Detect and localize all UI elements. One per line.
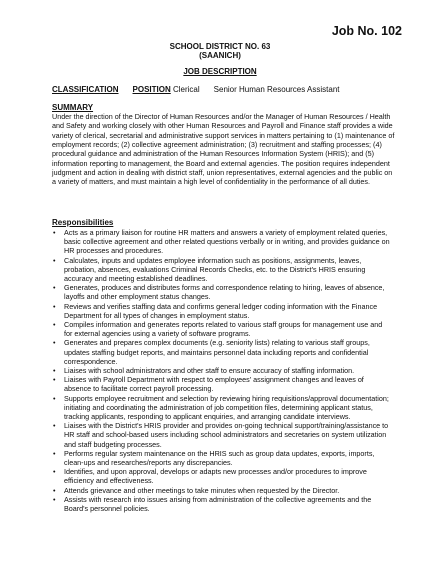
summary-heading: SUMMARY [52,103,94,112]
document-title: JOB DESCRIPTION [183,67,257,76]
responsibility-item: • Assists with research into issues arising from administration of the collective agreements and the Board's personnel policies. [52,495,392,513]
position-label: POSITION [132,85,171,94]
responsibility-item: • Acts as a primary liaison for routine HR matters and answers a variety of employment related queries, basic collective agreement and other related questions verbally or in writing, and provides guidance on HR processes and procedures. [52,228,392,256]
responsibility-item: • Liaises with school administrators and other staff to ensure accuracy of staffing information. [52,366,392,375]
responsibility-item: • Attends grievance and other meetings to take minutes when requested by the Director. [52,486,392,495]
responsibility-item: • Generates, produces and distributes forms and correspondence relating to hiring, leaves of absence, layoffs and other employment status changes. [52,283,392,301]
responsibility-item: • Performs regular system maintenance on the HRIS such as group data updates, exports, imports, clean-ups and researches/reports any discrepancies. [52,449,392,467]
responsibility-item: • Liaises with Payroll Department with respect to employees' assignment changes and leaves of absence to facilitate correct payroll processing. [52,375,392,393]
summary-text: Under the direction of the Director of Human Resources and/or the Manager of Human Resources / Health and Safety and working closely with other Human Resources and Payroll and Finance staff provides a wide variety of clerical, secretarial and administrative support services in matters pertaining to (1) maintenance of employment records; (2) collective agreement administration; (3) recruitment and staffing processes; (4) procedural guidance and administration of the Human Resources Information System (HRIS); and (5) information reporting to management, the Board and external agencies. The position requires independent judgment and action in dealing with district staff, union representatives, external agencies and the public on a variety of matters, and must maintain a high level of confidentiality in the performance of all duties. [52,112,395,187]
classification-line [52,85,340,94]
district-name: SCHOOL DISTRICT NO. 63 [169,42,271,51]
responsibility-item: • Generates and prepares complex documents (e.g. seniority lists) relating to various staff groups, updates staffing budget reports, and maintains personnel data including reports and confidential correspondence. [52,338,392,366]
responsibility-item: • Supports employee recruitment and selection by reviewing hiring requisitions/approval documentation; initiating and coordinating the administration of job competition files, determining applicant status, tracking applicants, responding to applicant enquiries, and arranging candidate interviews. [52,394,392,422]
district-region: (SAANICH) [199,51,241,60]
position-title: Senior Human Resources Assistant [213,85,340,94]
job-number: Job No. 102 [331,24,402,38]
responsibility-item: • Liaises with the District's HRIS provider and provides on-going technical support/training/assistance to HR staff and school-based users including school administrators and secretaries on system utilization and staff budgeting processes. [52,421,392,449]
responsibilities-list [52,228,392,513]
classification-label: CLASSIFICATION [52,85,119,94]
responsibility-item: • Identifies, and upon approval, develops or adapts new processes and/or procedures to improve efficiency and effectiveness. [52,467,392,485]
responsibilities-heading: Responsibilities [52,218,114,227]
responsibility-item: • Compiles information and generates reports related to various staff groups for management use and for external agencies using a variety of software programs. [52,320,392,338]
classification-value: Clerical [172,85,200,94]
responsibility-item: • Calculates, inputs and updates employee information such as positions, assignments, leaves, probation, absences, evaluations Criminal Records Checks, etc. to the District's HRIS ensuring accuracy and meeting established deadlines. [52,256,392,284]
responsibility-item: • Reviews and verifies staffing data and confirms general ledger coding information with the Finance Department for all types of changes in employment status. [52,302,392,320]
